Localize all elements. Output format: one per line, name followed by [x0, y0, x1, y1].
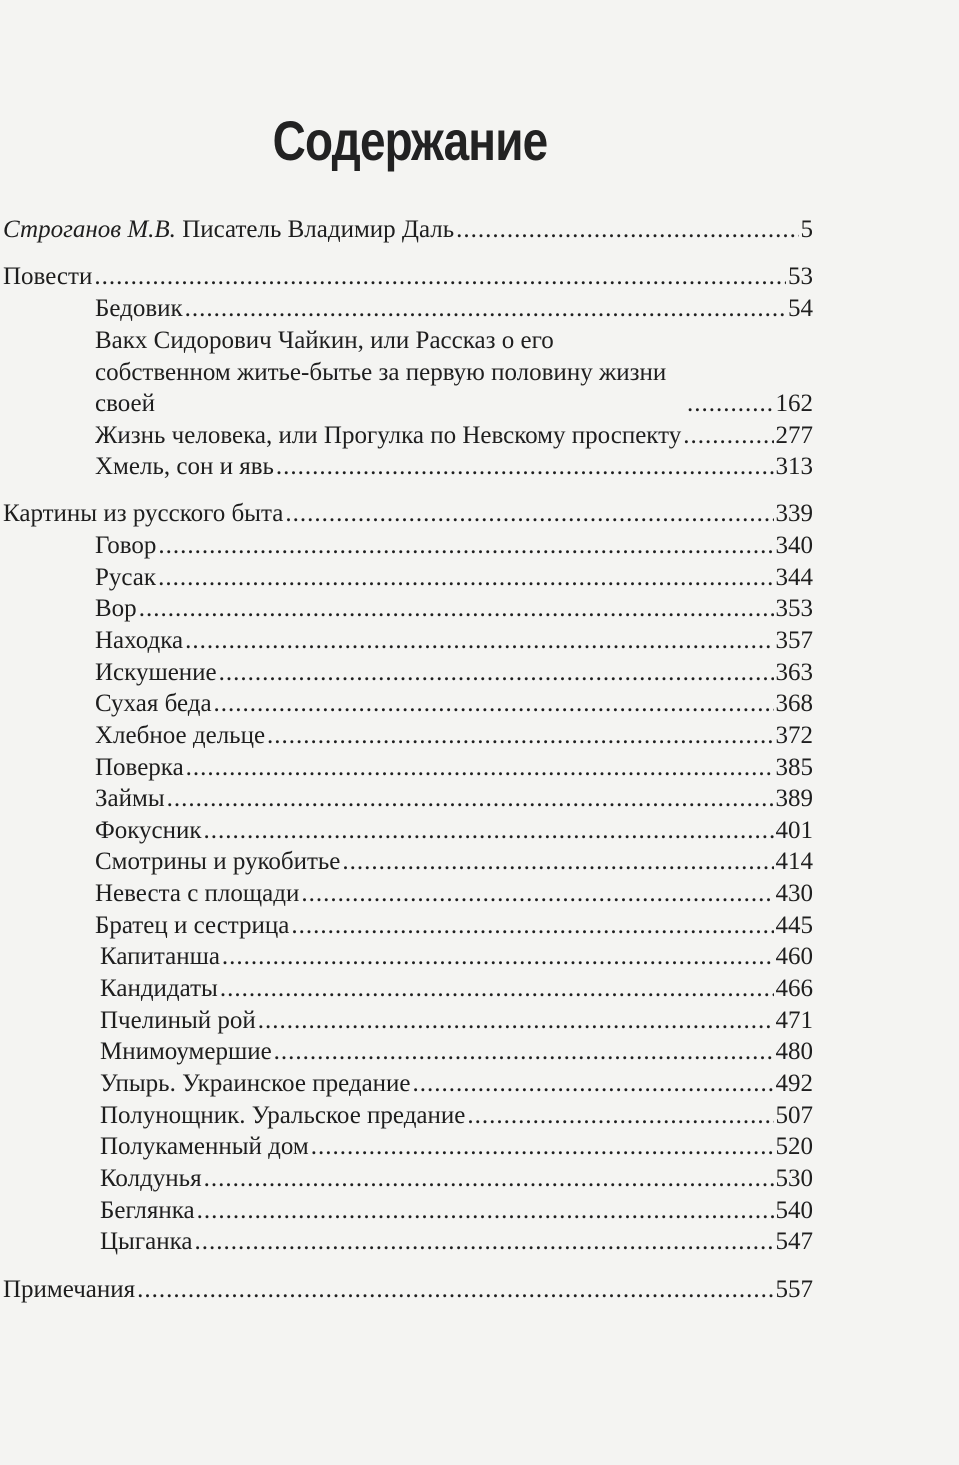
toc-entry-label: Примечания: [3, 1276, 136, 1303]
toc-entry: [95, 720, 813, 752]
toc-leader-dots: [167, 783, 774, 815]
toc-entry: [95, 815, 813, 847]
toc-leader-dots: [683, 420, 773, 452]
toc-entry: [95, 530, 813, 562]
toc-leader-dots: [258, 1005, 774, 1037]
toc-leader-dots: [276, 451, 774, 483]
toc-entry: [100, 1163, 813, 1195]
toc-page-number: 340: [775, 532, 813, 559]
toc-leader-dots: [285, 498, 773, 530]
toc-leader-dots: [204, 1163, 774, 1195]
toc-page-number: 353: [775, 595, 813, 622]
toc-leader-dots: [139, 593, 774, 625]
toc-entry-label: Вор: [95, 595, 137, 622]
toc-entry-label: Колдунья: [100, 1165, 202, 1192]
toc-leader-dots: [158, 530, 773, 562]
toc-leader-dots: [214, 688, 774, 720]
toc-page-number: 344: [775, 564, 813, 591]
toc-entry-label: Займы: [95, 785, 165, 812]
toc-entry: [95, 878, 813, 910]
toc-entry: [100, 1100, 813, 1132]
toc-page-number: 368: [775, 690, 813, 717]
toc-entry-label: Бедовик: [95, 295, 183, 322]
toc-page-number: 530: [775, 1165, 813, 1192]
toc-entry: [100, 1131, 813, 1163]
toc-entry: [95, 562, 813, 594]
toc-entry-label: Хмель, сон и явь: [95, 453, 274, 480]
toc-entry: [95, 451, 813, 483]
toc-entry-label: Мнимоумершие: [100, 1038, 272, 1065]
toc-entry: [100, 1226, 813, 1258]
toc-leader-dots: [137, 1274, 773, 1306]
toc-section: [3, 261, 813, 293]
toc-entry-label: Братец и сестрица: [95, 912, 290, 939]
toc-entry-author: Строганов М.В.: [3, 216, 176, 243]
toc-page-number: 385: [775, 754, 813, 781]
toc-page-number: 471: [775, 1007, 813, 1034]
toc-entry: [95, 910, 813, 942]
toc-entry: [95, 625, 813, 657]
toc-entry-label: Пчелиный рой: [100, 1007, 256, 1034]
toc-entry-label: Строганов М.В. Писатель Владимир Даль: [3, 216, 455, 243]
toc-leader-dots: [94, 261, 786, 293]
toc-entry-label: Полукаменный дом: [100, 1133, 309, 1160]
toc-entry: [95, 846, 813, 878]
toc-page-number: 54: [788, 295, 813, 322]
toc-entry-label: Цыганка: [100, 1228, 193, 1255]
toc-entry: [100, 1005, 813, 1037]
toc-page-number: 5: [800, 216, 813, 243]
toc-entry-label: Капитанша: [100, 943, 220, 970]
toc-page-number: 547: [775, 1228, 813, 1255]
toc-leader-dots: [467, 1100, 773, 1132]
toc-entry-label: Поверка: [95, 754, 184, 781]
toc-entry-label: Вакх Сидорович Чайкин, или Рассказ о его собственном житье-бытье за первую половину жизни своей: [95, 327, 667, 417]
toc-entry: [100, 1068, 813, 1100]
toc-page-number: 557: [775, 1276, 813, 1303]
toc-page-number: 372: [775, 722, 813, 749]
toc-entry: [3, 214, 813, 246]
toc-page-number: 480: [775, 1038, 813, 1065]
toc-entry-label: Упырь. Украинское предание: [100, 1070, 411, 1097]
toc-entry-label: Искушение: [95, 659, 217, 686]
toc-entry-label: Русак: [95, 564, 157, 591]
toc-page-number: 363: [775, 659, 813, 686]
toc-leader-dots: [219, 657, 774, 689]
toc-page-number: 277: [775, 422, 813, 449]
toc-leader-dots: [194, 1226, 773, 1258]
toc-leader-dots: [301, 878, 773, 910]
toc-leader-dots: [291, 910, 773, 942]
toc-entry-label: Невеста с площади: [95, 880, 300, 907]
toc-entry-label: Повести: [3, 263, 93, 290]
toc-page-number: 357: [775, 627, 813, 654]
toc-leader-dots: [186, 752, 774, 784]
toc-entry: [95, 325, 813, 420]
toc-leader-dots: [267, 720, 773, 752]
toc-leader-dots: [220, 973, 774, 1005]
toc-entry-label: Беглянка: [100, 1197, 195, 1224]
toc-leader-dots: [185, 293, 786, 325]
toc-entry: [100, 973, 813, 1005]
toc-leader-dots: [311, 1131, 774, 1163]
toc-leader-dots: [274, 1036, 774, 1068]
toc-leader-dots: [687, 388, 774, 420]
toc-leader-dots: [342, 846, 773, 878]
toc-leader-dots: [158, 562, 773, 594]
toc-entry-label: Жизнь человека, или Прогулка по Невскому проспекту: [95, 422, 682, 449]
toc-entry-label: Сухая беда: [95, 690, 212, 717]
toc-entry-label: Находка: [95, 627, 184, 654]
toc-page-number: 414: [775, 848, 813, 875]
toc-page-number: 53: [788, 263, 813, 290]
toc-page-number: 460: [775, 943, 813, 970]
toc-leader-dots: [413, 1068, 774, 1100]
toc-entry: [95, 657, 813, 689]
toc-page-number: 520: [775, 1133, 813, 1160]
toc-entry: [100, 1036, 813, 1068]
toc-entry: [95, 593, 813, 625]
toc-entry: [100, 1195, 813, 1227]
toc-entry: [95, 420, 813, 452]
toc-entry-label: Хлебное дельце: [95, 722, 266, 749]
toc-leader-dots: [222, 941, 774, 973]
toc-entry: [100, 941, 813, 973]
toc-section: [3, 1274, 813, 1306]
toc-leader-dots: [185, 625, 773, 657]
toc-entry: [95, 783, 813, 815]
toc-entry-label: Фокусник: [95, 817, 202, 844]
toc-entry: [95, 293, 813, 325]
toc-page-number: 540: [775, 1197, 813, 1224]
toc-page-number: 430: [775, 880, 813, 907]
toc-entry-label: Говор: [95, 532, 157, 559]
toc-page-number: 445: [775, 912, 813, 939]
toc-entry-label: Кандидаты: [100, 975, 218, 1002]
toc-page-number: 339: [775, 500, 813, 527]
toc-leader-dots: [197, 1195, 774, 1227]
toc-section: [3, 498, 813, 530]
toc-page-number: 466: [775, 975, 813, 1002]
toc-entry-label: Смотрины и рукобитье: [95, 848, 341, 875]
toc-page-number: 401: [775, 817, 813, 844]
page-title: Содержание: [272, 109, 548, 172]
toc-page-number: 389: [775, 785, 813, 812]
toc-page-number: 162: [775, 390, 813, 417]
toc-entry: [95, 752, 813, 784]
toc-page-number: 313: [775, 453, 813, 480]
toc-page-number: 492: [775, 1070, 813, 1097]
toc-leader-dots: [456, 214, 798, 246]
toc-entry-label: Картины из русского быта: [3, 500, 284, 527]
toc-leader-dots: [204, 815, 774, 847]
toc-entry-label: Полунощник. Уральское предание: [100, 1102, 466, 1129]
toc-page-number: 507: [775, 1102, 813, 1129]
toc-entry: [95, 688, 813, 720]
